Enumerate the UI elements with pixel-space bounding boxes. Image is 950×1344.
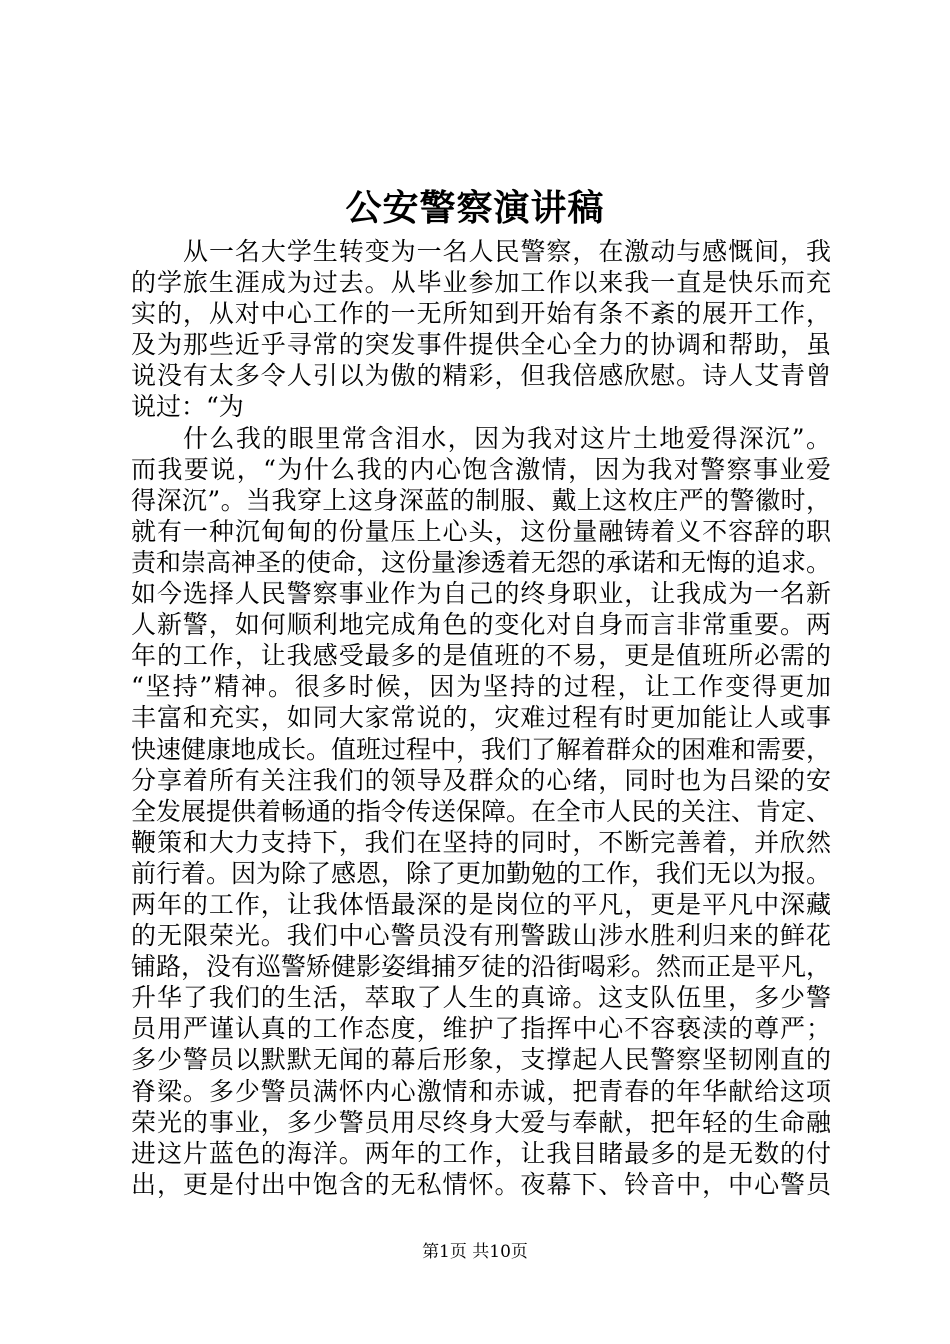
text-line: 升华了我们的生活，萃取了人生的真谛。这支队伍里，多少警 — [131, 983, 831, 1013]
text-line: 丰富和充实，如同大家常说的，灾难过程有时更加能让人或事 — [131, 703, 831, 733]
text-line: 鞭策和大力支持下，我们在坚持的同时，不断完善着，并欣然 — [131, 827, 831, 857]
text-line: 多少警员以默默无闻的幕后形象，支撑起人民警察坚韧刚直的 — [131, 1045, 831, 1075]
text-line: 员用严谨认真的工作态度，维护了指挥中心不容亵渎的尊严； — [131, 1014, 831, 1044]
document-title: 公安警察演讲稿 — [345, 187, 605, 229]
text-line: 年的工作，让我感受最多的是值班的不易，更是值班所必需的 — [131, 641, 831, 671]
page-number-footer: 第1页 共10页 — [422, 1242, 528, 1262]
text-line: 而我要说，“为什么我的内心饱含激情，因为我对警察事业爱 — [131, 454, 831, 484]
text-line: 及为那些近乎寻常的突发事件提供全心全力的协调和帮助，虽 — [131, 330, 831, 360]
text-line: 前行着。因为除了感恩，除了更加勤勉的工作，我们无以为报。 — [131, 858, 831, 888]
text-line: 全发展提供着畅通的指令传送保障。在全市人民的关注、肯定、 — [131, 796, 831, 826]
text-line: 铺路，没有巡警矫健影姿缉捕歹徒的沿街喝彩。然而正是平凡， — [131, 952, 831, 982]
text-line: 人新警，如何顺利地完成角色的变化对自身而言非常重要。两 — [131, 610, 831, 640]
text-line: 实的，从对中心工作的一无所知到开始有条不紊的展开工作， — [131, 299, 831, 329]
text-line: “坚持”精神。很多时候，因为坚持的过程，让工作变得更加 — [131, 672, 831, 702]
text-line: 说过：“为 — [131, 392, 244, 422]
text-line: 出，更是付出中饱含的无私情怀。夜幕下、铃音中，中心警员 — [131, 1169, 831, 1199]
text-line: 如今选择人民警察事业作为自己的终身职业，让我成为一名新 — [131, 579, 831, 609]
text-line: 的学旅生涯成为过去。从毕业参加工作以来我一直是快乐而充 — [131, 268, 831, 298]
text-line: 说没有太多令人引以为傲的精彩，但我倍感欣慰。诗人艾青曾 — [131, 361, 831, 391]
text-line: 分享着所有关注我们的领导及群众的心绪，同时也为吕梁的安 — [131, 765, 831, 795]
text-line: 什么我的眼里常含泪水，因为我对这片土地爱得深沉”。 — [183, 423, 831, 453]
text-line: 进这片蓝色的海洋。两年的工作，让我目睹最多的是无数的付 — [131, 1138, 831, 1168]
text-line: 就有一种沉甸甸的份量压上心头，这份量融铸着义不容辞的职 — [131, 516, 831, 546]
text-line: 脊梁。多少警员满怀内心激情和赤诚，把青春的年华献给这项 — [131, 1076, 831, 1106]
text-line: 责和崇高神圣的使命，这份量渗透着无怨的承诺和无悔的追求。 — [131, 547, 831, 577]
text-line: 得深沉”。当我穿上这身深蓝的制服、戴上这枚庄严的警徽时， — [131, 485, 831, 515]
document-body — [131, 236, 831, 1200]
text-line: 从一名大学生转变为一名人民警察，在激动与感慨间，我 — [183, 237, 831, 266]
text-line: 快速健康地成长。值班过程中，我们了解着群众的困难和需要， — [131, 734, 831, 764]
text-line: 的无限荣光。我们中心警员没有刑警跋山涉水胜利归来的鲜花 — [131, 921, 831, 951]
text-line: 荣光的事业，多少警员用尽终身大爱与奉献，把年轻的生命融 — [131, 1107, 831, 1137]
text-line: 两年的工作，让我体悟最深的是岗位的平凡，更是平凡中深藏 — [131, 889, 831, 919]
